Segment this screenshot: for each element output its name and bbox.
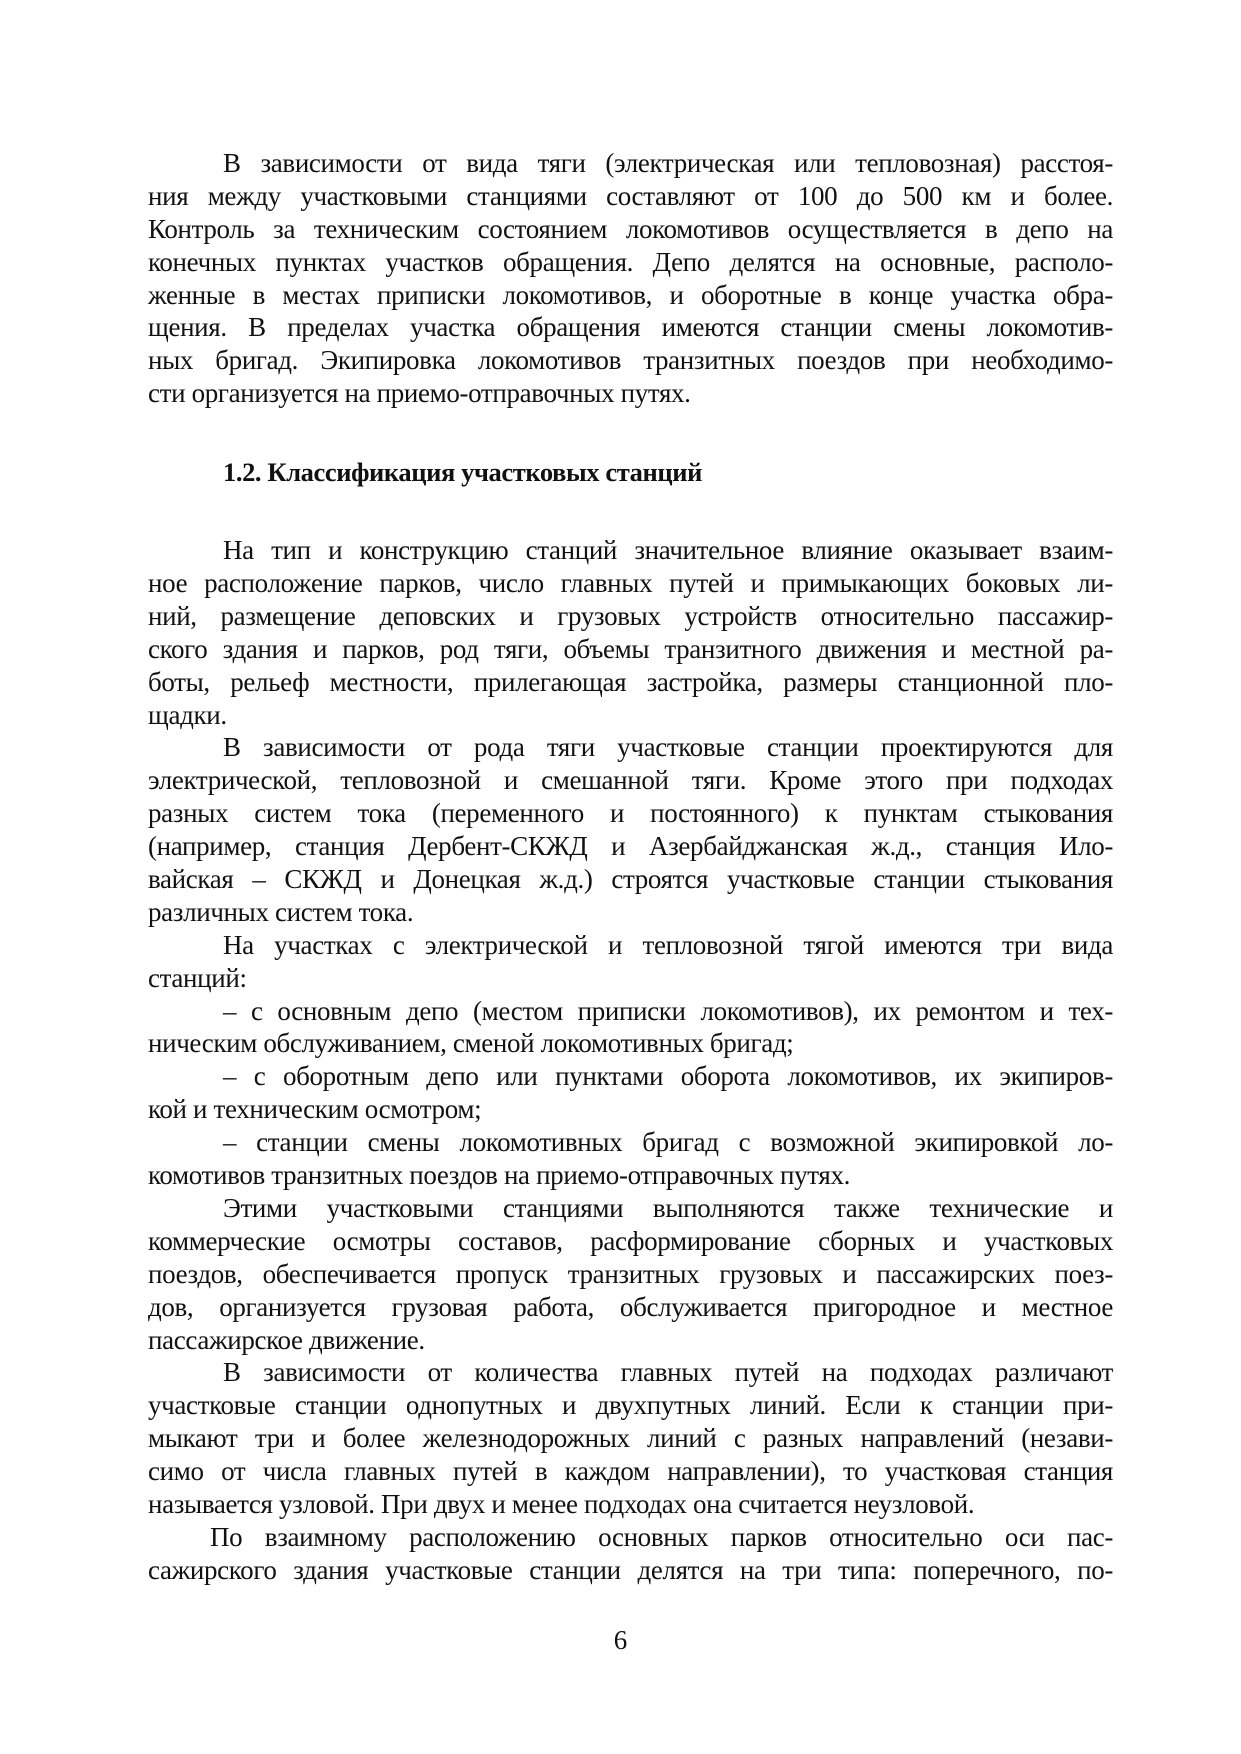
text-line: (например, станция Дербент-СКЖД и Азербайджанская ж.д., станция Ило- xyxy=(148,831,1113,862)
text-line: Контроль за техническим состоянием локомотивов осуществляется в депо на xyxy=(148,213,1113,244)
paragraph xyxy=(148,1356,1113,1520)
text-line: мыкают три и более железнодорожных линий с разных направлений (незави- xyxy=(148,1423,1113,1454)
text-line: Этими участковыми станциями выполняются также технические и xyxy=(223,1192,1113,1223)
paragraph xyxy=(148,1192,1113,1356)
text-line: – с оборотным депо или пунктами оборота локомотивов, их экипиров- xyxy=(223,1061,1113,1092)
text-line: пассажирское движение. xyxy=(148,1324,425,1355)
text-line: вайская – СКЖД и Донецкая ж.д.) строятся участковые станции стыкования xyxy=(148,864,1113,895)
paragraph xyxy=(148,1521,1113,1587)
spacer xyxy=(148,410,1113,452)
text-line: На участках с электрической и тепловозной тягой имеются три вида xyxy=(223,929,1113,960)
list-item xyxy=(148,1126,1113,1192)
text-line: сажирского здания участковые станции делятся на три типа: поперечного, по- xyxy=(148,1554,1113,1585)
text-line: – с основным депо (местом приписки локомотивов), их ремонтом и тех- xyxy=(223,995,1113,1026)
text-line: называется узловой. При двух и менее подходах она считается неузловой. xyxy=(148,1488,975,1519)
text-line: станций: xyxy=(148,962,247,993)
text-line: сти организуется на приемо-отправочных путях. xyxy=(148,378,691,409)
list-item xyxy=(148,1060,1113,1126)
text-line: электрической, тепловозной и смешанной тяги. Кроме этого при подходах xyxy=(148,765,1113,796)
text-block xyxy=(148,147,1113,1587)
text-line: ний, размещение деповских и грузовых устройств относительно пассажир- xyxy=(148,600,1113,631)
text-line: ных бригад. Экипировка локомотивов транзитных поездов при необходимо- xyxy=(148,345,1113,376)
text-line: В зависимости от количества главных путей на подходах различают xyxy=(223,1357,1113,1388)
paragraph xyxy=(148,929,1113,995)
list-item xyxy=(148,995,1113,1061)
text-line: кой и техническим осмотром; xyxy=(148,1094,482,1125)
paragraph xyxy=(148,147,1113,410)
text-line: По взаимному расположению основных парков относительно оси пас- xyxy=(210,1521,1113,1552)
text-line: различных систем тока. xyxy=(148,896,414,927)
text-line: дов, организуется грузовая работа, обслуживается пригородное и местное xyxy=(148,1291,1113,1322)
paragraph xyxy=(148,731,1113,928)
text-line: ния между участковыми станциями составляют от 100 до 500 км и более. xyxy=(148,180,1113,211)
text-line: женные в местах приписки локомотивов, и оборотные в конце участка обра- xyxy=(148,279,1113,310)
page-number: 6 xyxy=(613,1625,628,1655)
text-line: участковые станции однопутных и двухпутных линий. Если к станции при- xyxy=(148,1390,1113,1421)
text-line: поездов, обеспечивается пропуск транзитных грузовых и пассажирских поез- xyxy=(148,1258,1113,1289)
text-line: щадки. xyxy=(148,699,227,730)
text-line: В зависимости от вида тяги (электрическая или тепловозная) расстоя- xyxy=(223,148,1113,178)
text-line: щения. В пределах участка обращения имеются станции смены локомотив- xyxy=(148,312,1113,343)
text-line: ническим обслуживанием, сменой локомотивных бригад; xyxy=(148,1028,794,1059)
text-line: разных систем тока (переменного и постоянного) к пунктам стыкования xyxy=(148,798,1113,829)
paragraph xyxy=(148,534,1113,731)
text-line: коммерческие осмотры составов, расформирование сборных и участковых xyxy=(148,1225,1113,1256)
text-line: ное расположение парков, число главных путей и примыкающих боковых ли- xyxy=(148,568,1113,599)
text-line: комотивов транзитных поездов на приемо-отправочных путях. xyxy=(148,1160,851,1191)
text-line: ского здания и парков, род тяги, объемы транзитного движения и местной ра- xyxy=(148,633,1113,664)
text-line: боты, рельеф местности, прилегающая застройка, размеры станционной пло- xyxy=(148,666,1113,697)
section-heading: 1.2. Классификация участковых станций xyxy=(223,457,702,488)
text-line: – станции смены локомотивных бригад с возможной экипировкой ло- xyxy=(223,1127,1113,1158)
text-line: В зависимости от рода тяги участковые станции проектируются для xyxy=(223,732,1113,763)
text-line: симо от числа главных путей в каждом направлении), то участковая станция xyxy=(148,1456,1113,1487)
spacer xyxy=(148,492,1113,534)
text-line: На тип и конструкцию станций значительное влияние оказывает взаим- xyxy=(223,535,1113,566)
text-line: конечных пунктах участков обращения. Депо делятся на основные, располо- xyxy=(148,246,1113,277)
